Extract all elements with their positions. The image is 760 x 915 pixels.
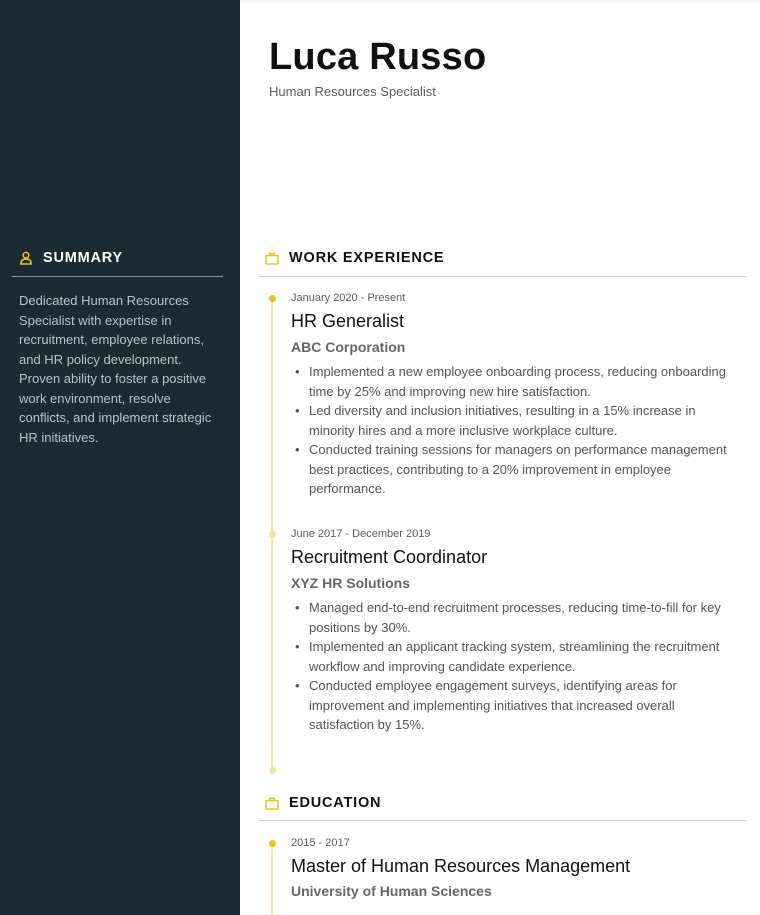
education-degree: Master of Human Resources Management: [291, 856, 631, 876]
timeline-dot: [269, 295, 276, 302]
summary-title: SUMMARY: [43, 250, 123, 266]
summary-divider: [12, 276, 223, 277]
list-item: • Implemented an applicant tracking system, streamlining the recruitment workflow and improving candidate experience.: [291, 637, 736, 676]
top-shadow: [240, 0, 760, 4]
timeline-dot: [269, 531, 276, 538]
job-role: Recruitment Coordinator: [291, 547, 488, 567]
education-school: University of Human Sciences: [291, 883, 492, 899]
list-item: • Led diversity and inclusion initiatives, resulting in a 15% increase in minority hires and a more inclusive workplace culture.: [291, 401, 736, 440]
education-title: EDUCATION: [289, 795, 382, 811]
education-heading: [265, 795, 381, 811]
work-experience-title: WORK EXPERIENCE: [289, 250, 445, 266]
sidebar: [0, 0, 240, 915]
work-divider: [258, 276, 746, 277]
summary-heading: [19, 250, 123, 266]
timeline-dot: [269, 767, 276, 774]
education-date: 2015 - 2017: [291, 837, 350, 849]
job-bullets: [291, 362, 736, 499]
job-date: January 2020 - Present: [291, 292, 406, 304]
education-timeline: [271, 845, 273, 915]
work-experience-heading: [265, 250, 444, 266]
summary-text: Dedicated Human Resources Specialist with expertise in recruitment, employee relations, and HR policy development. Proven ability to foster a positive work environment, resolve conflicts, and implement strategic HR initiatives.: [19, 293, 212, 445]
job-role: HR Generalist: [291, 311, 405, 331]
list-item: • Conducted training sessions for managers on performance management best practices, contributing to a 20% improvement in employee performance.: [291, 440, 736, 499]
list-item: • Managed end-to-end recruitment processes, reducing time-to-fill for key positions by 30%.: [291, 598, 736, 637]
education-divider: [258, 820, 746, 821]
job-company: XYZ HR Solutions: [291, 575, 410, 591]
list-item: • Implemented a new employee onboarding process, reducing onboarding time by 25% and improving new hire satisfaction.: [291, 362, 736, 401]
person-icon: [19, 251, 33, 265]
briefcase-icon: [265, 252, 279, 265]
job-date: June 2017 - December 2019: [291, 528, 431, 540]
job-company: ABC Corporation: [291, 339, 406, 355]
timeline-dot: [269, 840, 276, 847]
job-title: Human Resources Specialist: [269, 84, 436, 99]
job-bullets: [291, 598, 736, 735]
briefcase-icon: [265, 797, 279, 810]
person-name: Luca Russo: [269, 36, 487, 78]
list-item: • Conducted employee engagement surveys, identifying areas for improvement and implementing initiatives that increased overall satisfaction by 15%.: [291, 676, 736, 735]
